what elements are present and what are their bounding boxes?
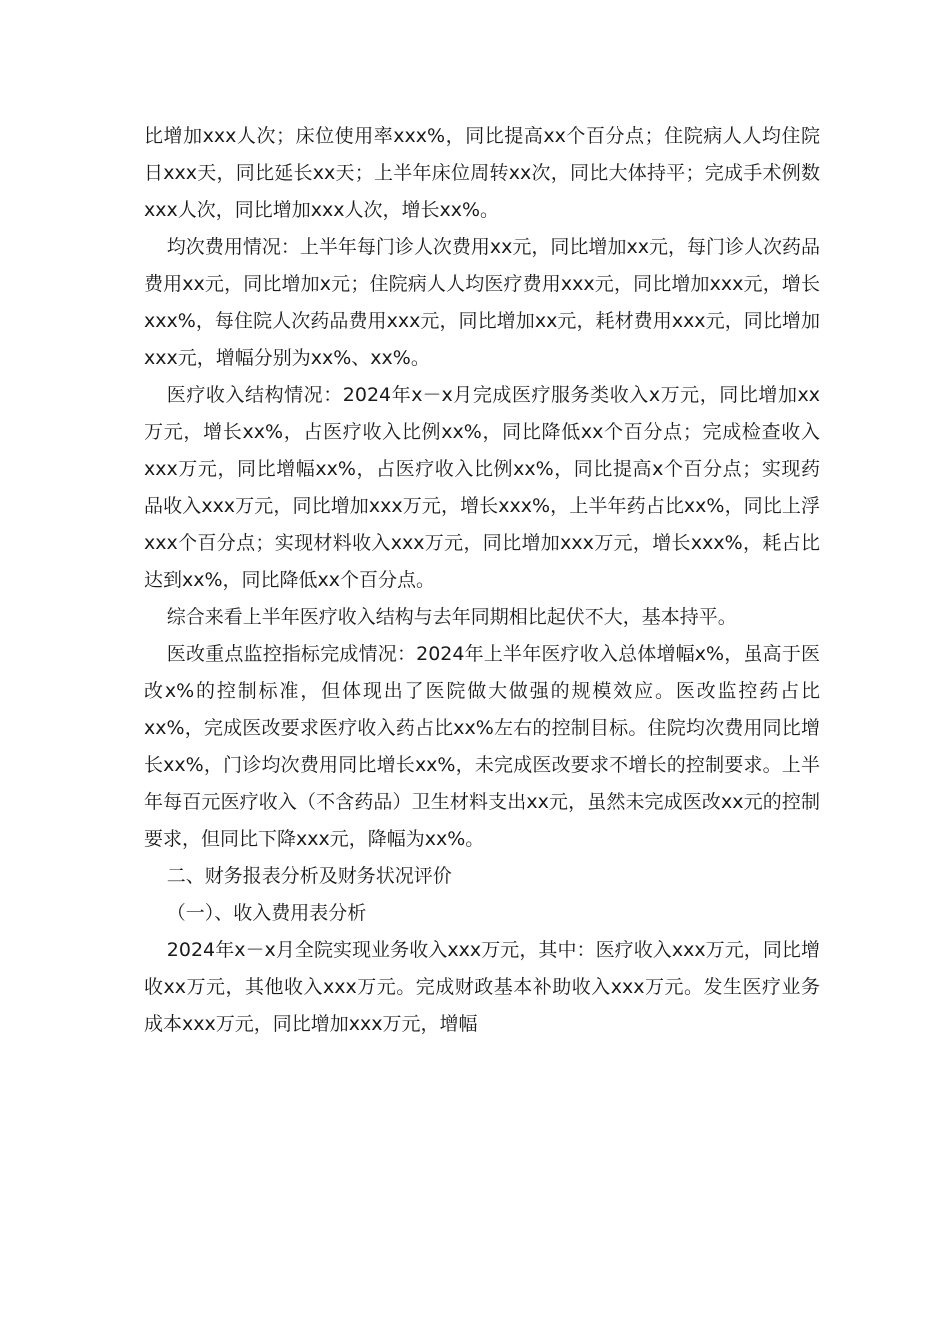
paragraph-bed-usage: 比增加xxx人次；床位使用率xxx%，同比提高xx个百分点；住院病人人均住院日xxx天，同比延长xx天；上半年床位周转xx次，同比大体持平；完成手术例数xxx人次，同比增加xxx人次，增长xx%。 xyxy=(144,125,820,221)
subsection-heading-income-expense: （一）、收入费用表分析 xyxy=(166,902,367,924)
paragraph-business-income: 2024年x－x月全院实现业务收入xxx万元，其中：医疗收入xxx万元，同比增收xx万元，其他收入xxx万元。完成财政基本补助收入xxx万元。发生医疗业务成本xxx万元，同比增加xxx万元，增幅 xyxy=(144,939,820,1035)
paragraph-summary: 综合来看上半年医疗收入结构与去年同期相比起伏不大，基本持平。 xyxy=(166,606,737,628)
paragraph-average-cost: 均次费用情况：上半年每门诊人次费用xx元，同比增加xx元，每门诊人次药品费用xx元，同比增加x元；住院病人人均医疗费用xxx元，同比增加xxx元，增长xxx%，每住院人次药品费用xxx元，同比增加xx元，耗材费用xxx元，同比增加xxx元，增幅分别为xx%、xx%。 xyxy=(144,236,820,369)
paragraph-reform-indicators: 医改重点监控指标完成情况：2024年上半年医疗收入总体增幅x%，虽高于医改x%的控制标准，但体现出了医院做大做强的规模效应。医改监控药占比xx%，完成医改要求医疗收入药占比xx%左右的控制目标。住院均次费用同比增长xx%，门诊均次费用同比增长xx%，未完成医改要求不增长的控制要求。上半年每百元医疗收入（不含药品）卫生材料支出xx元，虽然未完成医改xx元的控制要求，但同比下降xxx元，降幅为xx%。 xyxy=(144,643,820,850)
document-body xyxy=(144,118,820,1043)
section-heading-financial-analysis: 二、财务报表分析及财务状况评价 xyxy=(166,865,452,887)
paragraph-income-structure: 医疗收入结构情况：2024年x－x月完成医疗服务类收入x万元，同比增加xx万元，增长xx%，占医疗收入比例xx%，同比降低xx个百分点；完成检查收入xxx万元，同比增幅xx%，占医疗收入比例xx%，同比提高x个百分点；实现药品收入xxx万元，同比增加xxx万元，增长xxx%，上半年药占比xx%，同比上浮xxx个百分点；实现材料收入xxx万元，同比增加xxx万元，增长xxx%，耗占比达到xx%，同比降低xx个百分点。 xyxy=(144,384,820,591)
